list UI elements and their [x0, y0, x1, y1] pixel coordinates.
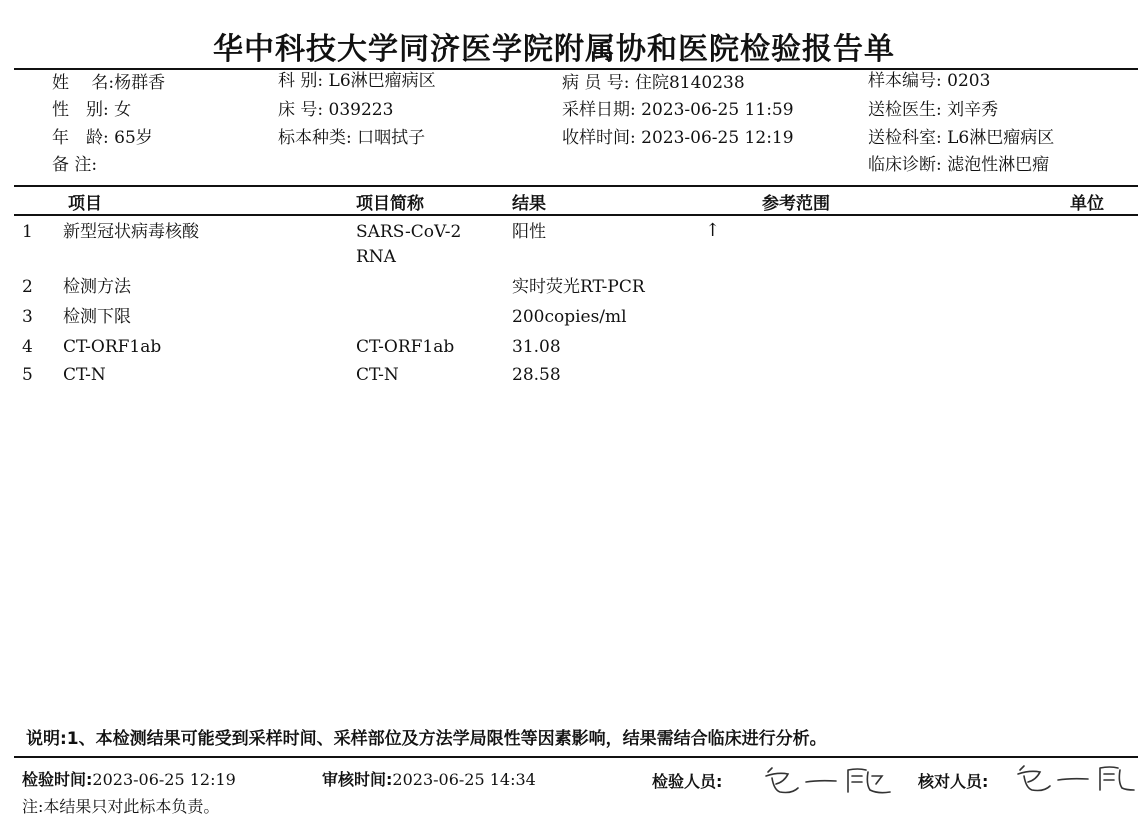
- remark-row: [52, 152, 97, 179]
- sample-no-label: 样本编号:: [868, 71, 942, 91]
- patient-name-label: 姓 名:: [52, 73, 115, 93]
- sample-date-row: [562, 97, 794, 124]
- footer-divider: [14, 756, 1138, 758]
- row3-item: 检测下限: [63, 307, 131, 327]
- checker-signature-image: [1008, 760, 1136, 798]
- sample-no: 0203: [947, 71, 991, 91]
- sample-date-label: 采样日期:: [562, 100, 636, 120]
- specimen-type: 口咽拭子: [357, 128, 426, 148]
- header-abbr: 项目简称: [356, 194, 424, 214]
- patient-age-label: 年 龄:: [52, 128, 109, 148]
- dept: L6淋巴瘤病区: [328, 71, 436, 91]
- report-title: 华中科技大学同济医学院附属协和医院检验报告单: [213, 32, 895, 67]
- row1-item: 新型冠状病毒核酸: [63, 222, 199, 242]
- row2-no: 2: [22, 277, 33, 297]
- bed: 039223: [328, 100, 394, 120]
- receive-time: 2023-06-25 12:19: [641, 128, 794, 148]
- sample-no-row: [868, 68, 990, 95]
- patient-sex: 女: [114, 100, 132, 120]
- receive-time-label: 收样时间:: [562, 128, 636, 148]
- test-time-label: 检验时间:: [22, 770, 93, 789]
- header-result: 结果: [512, 194, 546, 214]
- checker: [918, 769, 988, 792]
- specimen-type-label: 标本种类:: [278, 128, 352, 148]
- doctor-row: [868, 97, 998, 124]
- bed-row: [278, 97, 393, 124]
- tester-signature-image: [758, 762, 898, 800]
- header-item: 项目: [68, 194, 102, 214]
- review-time-value: 2023-06-25 14:34: [392, 770, 536, 789]
- bed-label: 床 号:: [278, 100, 324, 120]
- row3-no: 3: [22, 307, 33, 327]
- row4-result: 31.08: [512, 337, 561, 357]
- header-ref: 参考范围: [762, 194, 830, 214]
- row4-abbr: CT-ORF1ab: [356, 337, 455, 357]
- disclaimer: 注:本结果只对此标本负责。: [22, 797, 220, 816]
- checker-label: 核对人员:: [918, 772, 989, 791]
- row1-up-flag-icon: ↑: [705, 220, 721, 241]
- review-time-label: 审核时间:: [322, 770, 393, 789]
- header-unit: 单位: [1070, 194, 1104, 214]
- patient-age-row: [52, 125, 153, 152]
- row3-result: 200copies/ml: [512, 307, 627, 327]
- table-top-divider: [14, 185, 1138, 187]
- row1-no: 1: [22, 222, 33, 242]
- patient-sex-row: [52, 97, 131, 124]
- row2-item: 检测方法: [63, 277, 131, 297]
- test-time-value: 2023-06-25 12:19: [92, 770, 236, 789]
- patient-age: 65岁: [114, 128, 153, 148]
- row2-result: 实时荧光RT-PCR: [512, 277, 645, 297]
- diagnosis: 滤泡性淋巴瘤: [947, 155, 1050, 175]
- remark-label: 备 注:: [52, 155, 98, 175]
- send-dept-row: [868, 125, 1054, 152]
- dept-row: [278, 68, 436, 95]
- row5-no: 5: [22, 365, 33, 385]
- row4-item: CT-ORF1ab: [63, 337, 162, 357]
- diagnosis-label: 临床诊断:: [868, 155, 942, 175]
- row5-result: 28.58: [512, 365, 561, 385]
- send-dept: L6淋巴瘤病区: [947, 128, 1055, 148]
- diagnosis-row: [868, 152, 1049, 179]
- tester-label: 检验人员:: [652, 772, 723, 791]
- patient-no-label: 病 员 号:: [562, 73, 630, 93]
- patient-no-row: [562, 70, 745, 97]
- row1-result: 阳性: [512, 222, 546, 242]
- tester: [652, 769, 722, 792]
- row5-item: CT-N: [63, 365, 106, 385]
- doctor-label: 送检医生:: [868, 100, 942, 120]
- receive-time-row: [562, 125, 794, 152]
- patient-no: 住院8140238: [634, 73, 745, 93]
- test-time: [22, 767, 236, 790]
- table-header-divider: [14, 214, 1138, 216]
- review-time: [322, 767, 536, 790]
- report-note: 说明:1、本检测结果可能受到采样时间、采样部位及方法学局限性等因素影响，结果需结合临床进行分析。: [26, 729, 827, 749]
- doctor: 刘辛秀: [947, 100, 999, 120]
- sample-date: 2023-06-25 11:59: [641, 100, 794, 120]
- patient-sex-label: 性 别:: [52, 100, 109, 120]
- row1-abbr: SARS-CoV-2: [356, 222, 462, 242]
- specimen-type-row: [278, 125, 425, 152]
- patient-name: 杨群香: [114, 73, 166, 93]
- row4-no: 4: [22, 337, 33, 357]
- row1-abbr-line2: RNA: [356, 247, 396, 267]
- send-dept-label: 送检科室:: [868, 128, 942, 148]
- row5-abbr: CT-N: [356, 365, 399, 385]
- dept-label: 科 别:: [278, 71, 324, 91]
- patient-name-row: [52, 70, 165, 97]
